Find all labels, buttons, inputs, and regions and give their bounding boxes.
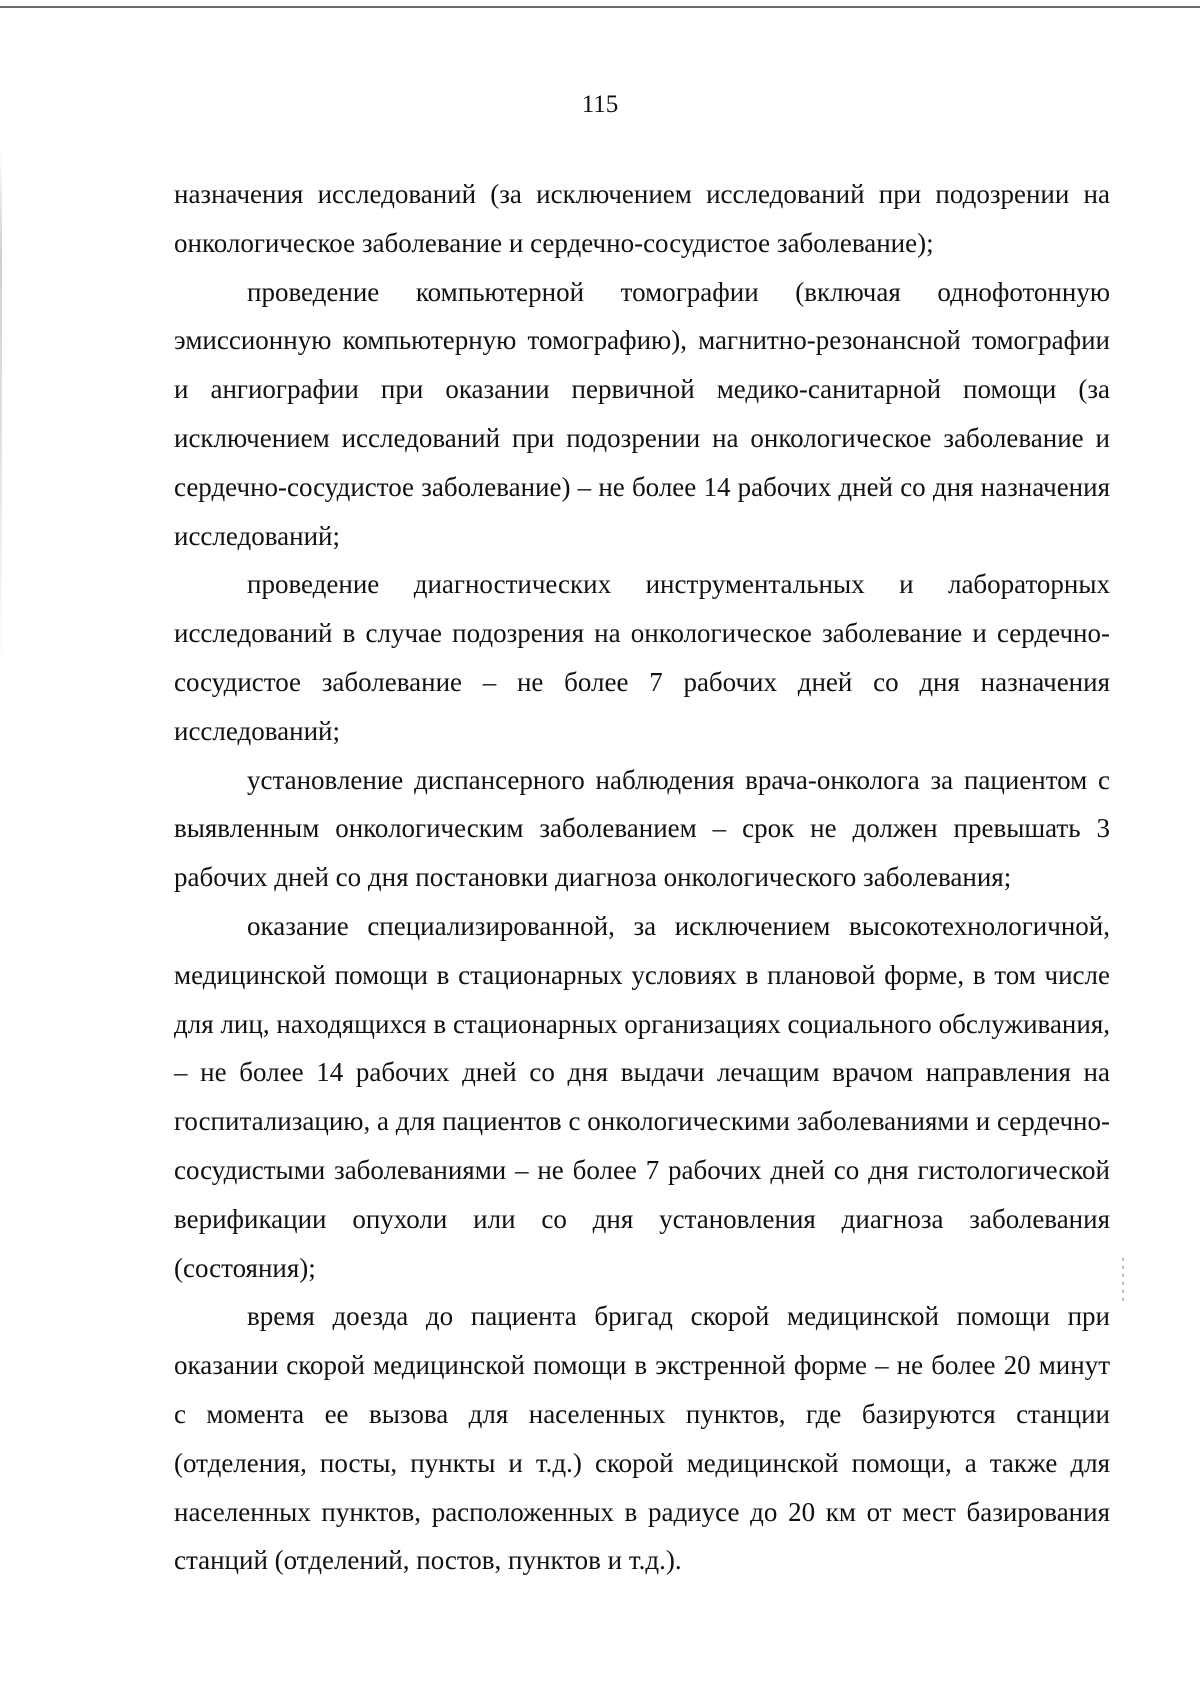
paragraph-diagnostic-deadline: проведение диагностических инструментальных и лабораторных исследований в случае подозрения на онкологическое заболевание и сердечно-сосудистое заболевание – не более 7 рабочих дней со дня назначения исследований; <box>174 569 1110 746</box>
scan-left-shadow <box>0 150 2 670</box>
paragraph-oncology-observation: установление диспансерного наблюдения врача-онколога за пациентом с выявленным онкологическим заболеванием – срок не должен превышать 3 рабочих дней со дня постановки диагноза онкологического заболевания; <box>174 764 1110 893</box>
document-body <box>174 170 1110 1585</box>
paragraph-continuation: назначения исследований (за исключением исследований при подозрении на онкологическое заболевание и сердечно-сосудистое заболевание); <box>174 179 1110 258</box>
scan-speck-mark <box>1122 1258 1124 1306</box>
page-number: 115 <box>581 91 619 118</box>
paragraph-ct-mri-deadline: проведение компьютерной томографии (включая однофотонную эмиссионную компьютерную томографию), магнитно-резонансной томографии и ангиографии при оказании первичной медико-санитарной помощи (за исключением исследований при подозрении на онкологическое заболевание и сердечно-сосудистое заболевание) – не более 14 рабочих дней со дня назначения исследований; <box>174 276 1110 551</box>
paragraph-specialized-care: оказание специализированной, за исключением высокотехнологичной, медицинской помощи в стационарных условиях в плановой форме, в том числе для лиц, находящихся в стационарных организациях социального обслуживания, – не более 14 рабочих дней со дня выдачи лечащим врачом направления на госпитализацию, а для пациентов с онкологическими заболеваниями и сердечно-сосудистыми заболеваниями – не более 7 рабочих дней со дня гистологической верификации опухоли или со дня установления диагноза заболевания (состояния); <box>174 910 1110 1283</box>
paragraph-ambulance-arrival: время доезда до пациента бригад скорой медицинской помощи при оказании скорой медицинской помощи в экстренной форме – не более 20 минут с момента ее вызова для населенных пунктов, где базируются станции (отделения, посты, пункты и т.д.) скорой медицинской помощи, а также для населенных пунктов, расположенных в радиусе до 20 км от мест базирования станций (отделений, постов, пунктов и т.д.). <box>174 1301 1110 1576</box>
scan-edge-line <box>0 6 1200 8</box>
